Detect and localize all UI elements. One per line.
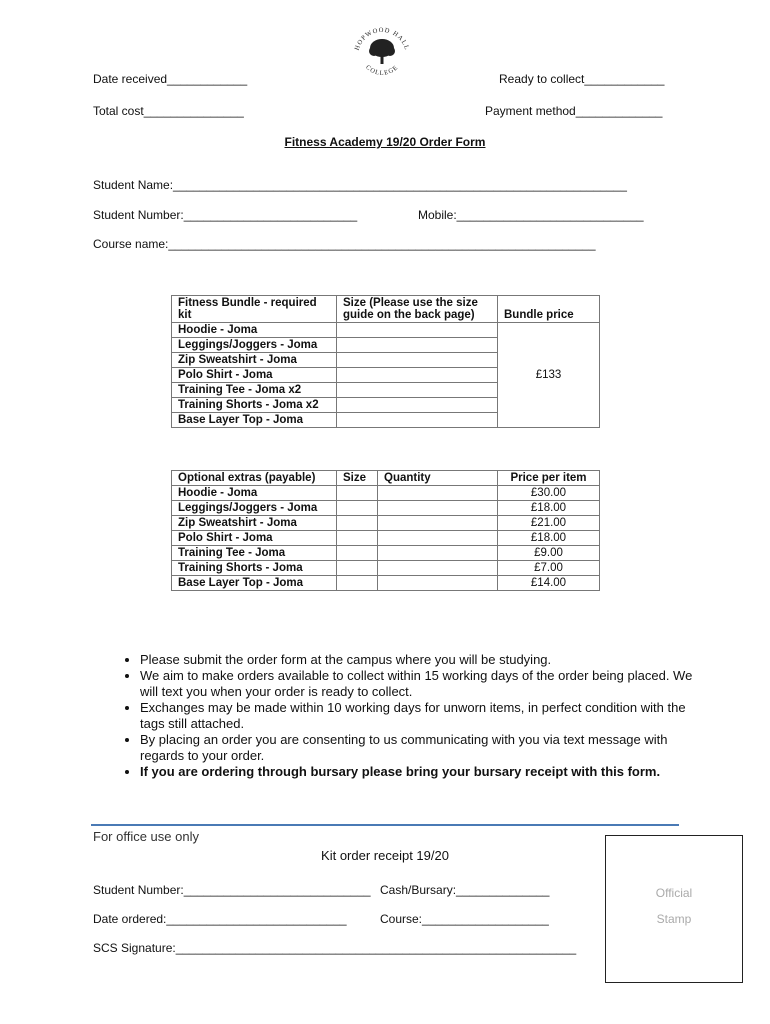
bundle-price: £133 (498, 323, 600, 428)
size-cell[interactable] (337, 561, 378, 576)
office-use-label: For office use only (93, 829, 199, 844)
list-item: • Exchanges may be made within 10 working days for unworn items, in perfect condition with the tags still attached. (140, 700, 710, 732)
cash-bursary-field[interactable]: Cash/Bursary:______________ (380, 883, 550, 897)
mobile-field[interactable]: Mobile:____________________________ (418, 208, 644, 222)
date-ordered-field[interactable]: Date ordered:___________________________ (93, 912, 347, 926)
receipt-course-field[interactable]: Course:___________________ (380, 912, 549, 926)
extra-price: £7.00 (498, 561, 600, 576)
divider (91, 824, 679, 826)
extra-price: £18.00 (498, 531, 600, 546)
official-stamp-box (605, 835, 743, 983)
extra-price: £14.00 (498, 576, 600, 591)
quantity-cell[interactable] (378, 516, 498, 531)
bundle-item: Hoodie - Joma (172, 323, 337, 338)
table-header-row (172, 296, 600, 323)
extra-item: Leggings/Joggers - Joma (172, 501, 337, 516)
extra-price: £18.00 (498, 501, 600, 516)
extra-price: £21.00 (498, 516, 600, 531)
size-cell[interactable] (337, 383, 498, 398)
size-cell[interactable] (337, 546, 378, 561)
bundle-item: Leggings/Joggers - Joma (172, 338, 337, 353)
course-name-field[interactable]: Course name:________________________________________________________________ (93, 237, 596, 251)
bundle-header-kit: Fitness Bundle - required kit (172, 296, 337, 323)
svg-text:COLLEGE (364, 64, 400, 77)
bundle-table (171, 295, 600, 428)
scs-signature-field[interactable]: SCS Signature:____________________________________________________________ (93, 941, 577, 955)
extras-header-quantity: Quantity (378, 471, 498, 486)
bundle-item: Training Tee - Joma x2 (172, 383, 337, 398)
student-name-field[interactable]: Student Name:____________________________________________________________________ (93, 178, 627, 192)
quantity-cell[interactable] (378, 576, 498, 591)
bundle-item: Zip Sweatshirt - Joma (172, 353, 337, 368)
size-cell[interactable] (337, 501, 378, 516)
size-cell[interactable] (337, 353, 498, 368)
tree-icon (369, 39, 395, 64)
extra-price: £30.00 (498, 486, 600, 501)
size-cell[interactable] (337, 516, 378, 531)
college-logo (350, 24, 414, 82)
table-row (172, 561, 600, 576)
logo-bottom-text: COLLEGE (364, 63, 400, 77)
quantity-cell[interactable] (378, 501, 498, 516)
size-cell[interactable] (337, 413, 498, 428)
table-row (172, 501, 600, 516)
extra-item: Base Layer Top - Joma (172, 576, 337, 591)
stamp-label-line1: Official (655, 886, 693, 900)
receipt-student-number-field[interactable]: Student Number:____________________________ (93, 883, 371, 897)
table-row (172, 546, 600, 561)
table-row (172, 323, 600, 338)
total-cost-field[interactable]: Total cost_______________ (93, 104, 244, 118)
size-cell[interactable] (337, 323, 498, 338)
logo-top-text: HOPWOOD HALL (353, 26, 411, 52)
table-row (172, 531, 600, 546)
bundle-item: Polo Shirt - Joma (172, 368, 337, 383)
bundle-item: Training Shorts - Joma x2 (172, 398, 337, 413)
extra-item: Hoodie - Joma (172, 486, 337, 501)
extras-header-item: Optional extras (payable) (172, 471, 337, 486)
size-cell[interactable] (337, 531, 378, 546)
extras-header-price: Price per item (498, 471, 600, 486)
ready-to-collect-field[interactable]: Ready to collect____________ (499, 72, 665, 86)
list-item: • Please submit the order form at the campus where you will be studying. (140, 652, 710, 668)
quantity-cell[interactable] (378, 546, 498, 561)
extra-item: Zip Sweatshirt - Joma (172, 516, 337, 531)
quantity-cell[interactable] (378, 486, 498, 501)
bundle-header-price: Bundle price (498, 296, 600, 323)
stamp-label-line2: Stamp (656, 912, 692, 926)
notes-list (107, 652, 710, 780)
size-cell[interactable] (337, 486, 378, 501)
table-row (172, 516, 600, 531)
extra-item: Training Tee - Joma (172, 546, 337, 561)
student-number-field[interactable]: Student Number:__________________________ (93, 208, 358, 222)
receipt-title: Kit order receipt 19/20 (321, 848, 449, 863)
extra-item: Polo Shirt - Joma (172, 531, 337, 546)
quantity-cell[interactable] (378, 561, 498, 576)
table-header-row (172, 471, 600, 486)
size-cell[interactable] (337, 398, 498, 413)
bundle-header-size: Size (Please use the size guide on the back page) (337, 296, 498, 323)
table-row (172, 486, 600, 501)
list-item: • By placing an order you are consenting to us communicating with you via text message with regards to your order. (140, 732, 710, 764)
bundle-item: Base Layer Top - Joma (172, 413, 337, 428)
payment-method-field[interactable]: Payment method_____________ (485, 104, 663, 118)
size-cell[interactable] (337, 368, 498, 383)
list-item: • We aim to make orders available to collect within 15 working days of the order being placed. We will text you when your order is ready to collect. (140, 668, 710, 700)
quantity-cell[interactable] (378, 531, 498, 546)
date-received-field[interactable]: Date received____________ (93, 72, 248, 86)
size-cell[interactable] (337, 576, 378, 591)
extra-item: Training Shorts - Joma (172, 561, 337, 576)
size-cell[interactable] (337, 338, 498, 353)
list-item: • If you are ordering through bursary please bring your bursary receipt with this form. (140, 764, 710, 780)
extras-table (171, 470, 600, 591)
extra-price: £9.00 (498, 546, 600, 561)
extras-header-size: Size (337, 471, 378, 486)
table-row (172, 576, 600, 591)
form-title: Fitness Academy 19/20 Order Form (284, 135, 486, 149)
